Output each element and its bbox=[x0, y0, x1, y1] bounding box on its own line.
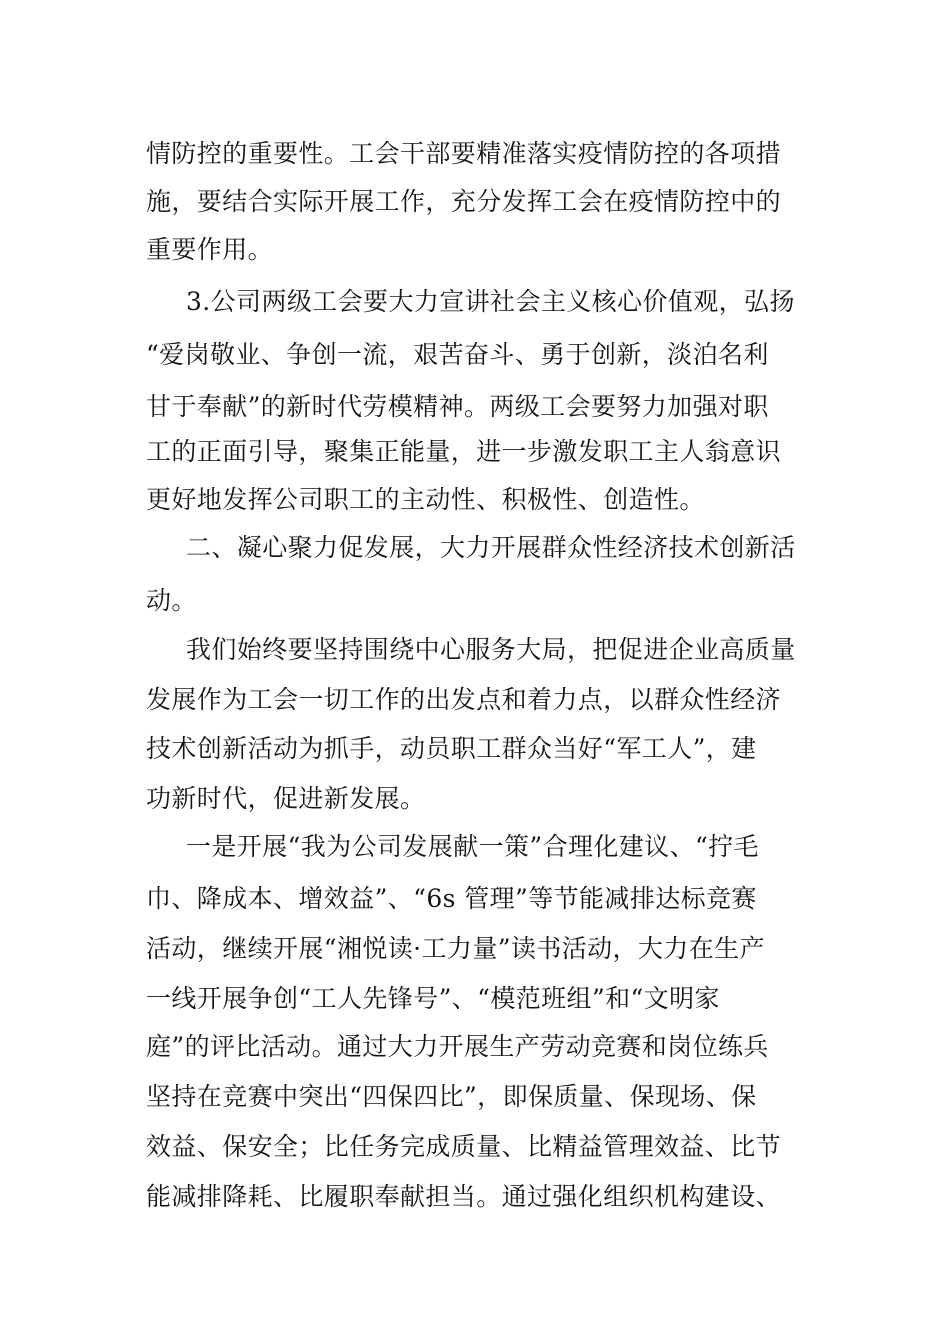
section-heading: 二、凝心聚力促发展，大力开展群众性经济技术创新活 bbox=[186, 533, 796, 562]
text-line: 甘于奉献”的新时代劳模精神。两级工会要努力加强对职 bbox=[146, 392, 769, 421]
text-line: 施，要结合实际开展工作，充分发挥工会在疫情防控中的 bbox=[146, 187, 782, 216]
text-line: 庭”的评比活动。通过大力开展生产劳动竞赛和岗位练兵 bbox=[146, 1032, 769, 1061]
text-line: 更好地发挥公司职工的主动性、积极性、创造性。 bbox=[146, 485, 705, 514]
text-line: 一线开展争创“工人先锋号”、“模范班组”和“文明家 bbox=[146, 984, 720, 1013]
section-heading-continued: 动。 bbox=[146, 586, 197, 615]
text-line: 情防控的重要性。工会干部要精准落实疫情防控的各项措 bbox=[146, 139, 782, 168]
text-line: 巾、降成本、增效益”、“6s 管理”等节能减排达标竞赛 bbox=[146, 884, 757, 913]
text-line: 活动，继续开展“湘悦读·工力量”读书活动，大力在生产 bbox=[146, 934, 765, 963]
text-line: “爱岗敬业、争创一流，艰苦奋斗、勇于创新，淡泊名利 bbox=[146, 340, 769, 369]
text-line: 3.公司两级工会要大力宣讲社会主义核心价值观，弘扬 bbox=[186, 287, 795, 316]
text-line: 坚持在竞赛中突出“四保四比”，即保质量、保现场、保 bbox=[146, 1082, 757, 1111]
text-line: 工的正面引导，聚集正能量，进一步激发职工主人翁意识 bbox=[146, 437, 782, 466]
text-line: 技术创新活动为抓手，动员职工群众当好“军工人”，建 bbox=[146, 734, 757, 763]
text-line: 一是开展“我为公司发展献一策”合理化建议、“拧毛 bbox=[186, 832, 759, 861]
text-line: 效益、保安全；比任务完成质量、比精益管理效益、比节 bbox=[146, 1132, 782, 1161]
text-line: 能减排降耗、比履职奉献担当。通过强化组织机构建设、 bbox=[146, 1182, 782, 1211]
text-line: 重要作用。 bbox=[146, 235, 274, 264]
text-line: 我们始终要坚持围绕中心服务大局，把促进企业高质量 bbox=[186, 635, 796, 664]
text-line: 发展作为工会一切工作的出发点和着力点，以群众性经济 bbox=[146, 685, 782, 714]
text-line: 功新时代，促进新发展。 bbox=[146, 784, 426, 813]
